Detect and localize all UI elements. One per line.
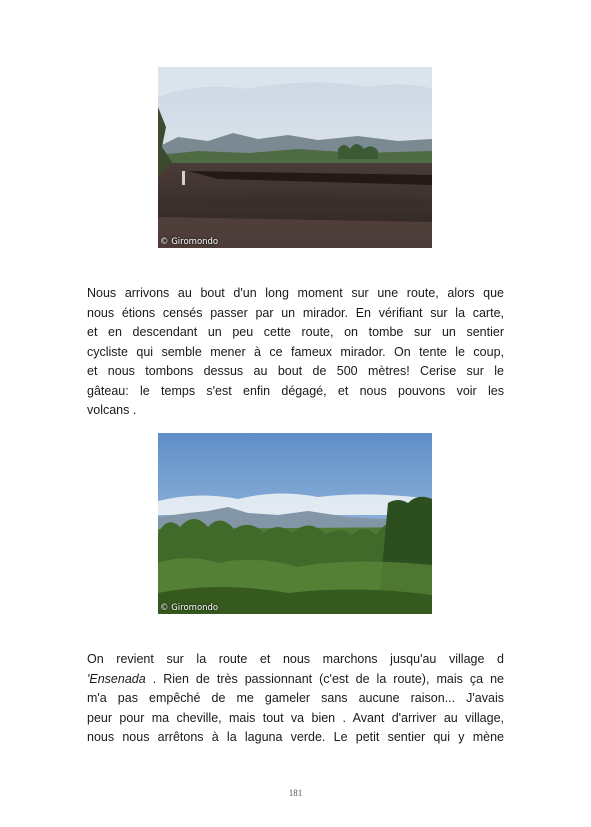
paragraph-line xyxy=(87,670,504,690)
paragraph-line: nous étions censés passer par un mirador. En vérifiant sur la carte, xyxy=(87,305,504,320)
paragraph-line: nous nous arrêtons à la laguna verde. Le petit sentier qui y mène xyxy=(87,730,504,744)
paragraph-line: et en descendant un peu cette route, on tombe sur un sentier xyxy=(87,325,504,339)
paragraph-line: gâteau: le temps s'est enfin dégagé, et nous pouvons voir les xyxy=(87,383,504,398)
paragraph-line: On revient sur la route et nous marchons jusqu'au village d xyxy=(87,652,504,666)
paragraph-line: et nous tombons dessus au bout de 500 mètres! Cerise sur le xyxy=(87,364,504,378)
paragraph-line: m'a pas empêché de me gameler sans aucune raison... J'avais xyxy=(87,691,504,705)
lava-field-image xyxy=(158,67,432,248)
photo-credit: © Giromondo xyxy=(160,603,219,613)
page-number: 181 xyxy=(288,788,303,798)
lava-field-photo xyxy=(158,67,432,248)
paragraph-1 xyxy=(87,284,504,421)
photo-credit: © Giromondo xyxy=(160,237,219,247)
paragraph-line: Nous arrivons au bout d'un long moment sur une route, alors que xyxy=(87,286,504,300)
paragraph-line-rest: . Rien de très passionnant (c'est de la route), mais ça ne xyxy=(145,671,504,686)
paragraph-line: cycliste qui semble mener à ce fameux mirador. On tente le coup, xyxy=(87,344,504,359)
volcano-view-photo xyxy=(158,433,432,614)
paragraph-line: volcans . xyxy=(87,403,137,417)
place-name-italic: 'Ensenada xyxy=(87,671,146,686)
paragraph-line: peur pour ma cheville, mais tout va bien . Avant d'arriver au village, xyxy=(87,710,504,725)
paragraph-2 xyxy=(87,650,504,748)
volcano-view-image xyxy=(158,433,432,614)
